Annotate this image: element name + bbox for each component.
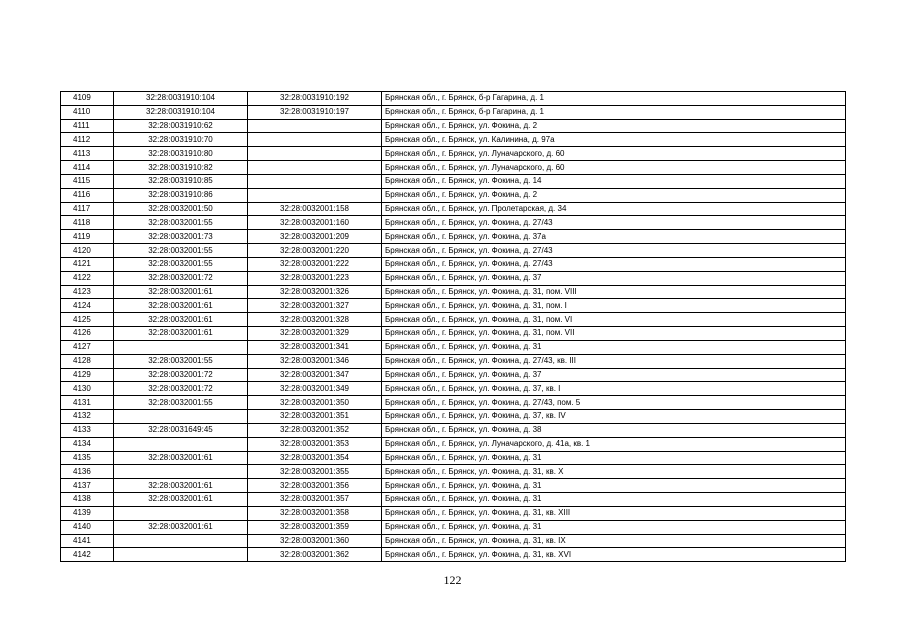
row-number-cell: 4126 xyxy=(61,327,114,341)
row-number-cell: 4125 xyxy=(61,313,114,327)
table-row xyxy=(61,285,846,299)
cadastral-number-cell: 32:28:0032001:352 xyxy=(248,423,382,437)
address-cell: Брянская обл., г. Брянск, ул. Фокина, д. 31 xyxy=(382,451,846,465)
row-number-cell: 4130 xyxy=(61,382,114,396)
parent-cadastral-number-cell: 32:28:0032001:61 xyxy=(114,479,248,493)
row-number-cell: 4123 xyxy=(61,285,114,299)
row-number-cell: 4109 xyxy=(61,92,114,106)
row-number-cell: 4114 xyxy=(61,161,114,175)
parent-cadastral-number-cell: 32:28:0032001:55 xyxy=(114,257,248,271)
parent-cadastral-number-cell xyxy=(114,437,248,451)
row-number-cell: 4128 xyxy=(61,354,114,368)
table-row xyxy=(61,133,846,147)
parent-cadastral-number-cell: 32:28:0032001:61 xyxy=(114,313,248,327)
table-row xyxy=(61,368,846,382)
address-cell: Брянская обл., г. Брянск, ул. Фокина, д. 31, пом. I xyxy=(382,299,846,313)
parent-cadastral-number-cell: 32:28:0032001:72 xyxy=(114,368,248,382)
table-row xyxy=(61,465,846,479)
address-cell: Брянская обл., г. Брянск, ул. Фокина, д. 27/43 xyxy=(382,244,846,258)
table-row xyxy=(61,437,846,451)
row-number-cell: 4117 xyxy=(61,202,114,216)
cadastral-table xyxy=(60,91,846,562)
parent-cadastral-number-cell: 32:28:0031649:45 xyxy=(114,423,248,437)
table-row xyxy=(61,244,846,258)
table-row xyxy=(61,493,846,507)
cadastral-number-cell: 32:28:0032001:346 xyxy=(248,354,382,368)
cadastral-number-cell xyxy=(248,174,382,188)
cadastral-number-cell: 32:28:0032001:359 xyxy=(248,520,382,534)
address-cell: Брянская обл., г. Брянск, ул. Фокина, д. 27/43, кв. III xyxy=(382,354,846,368)
cadastral-number-cell: 32:28:0032001:353 xyxy=(248,437,382,451)
parent-cadastral-number-cell: 32:28:0031910:70 xyxy=(114,133,248,147)
table-row xyxy=(61,548,846,562)
cadastral-number-cell: 32:28:0032001:326 xyxy=(248,285,382,299)
row-number-cell: 4136 xyxy=(61,465,114,479)
parent-cadastral-number-cell: 32:28:0031910:85 xyxy=(114,174,248,188)
parent-cadastral-number-cell: 32:28:0032001:61 xyxy=(114,451,248,465)
row-number-cell: 4140 xyxy=(61,520,114,534)
address-cell: Брянская обл., г. Брянск, ул. Калинина, д. 97а xyxy=(382,133,846,147)
row-number-cell: 4119 xyxy=(61,230,114,244)
table-row xyxy=(61,271,846,285)
address-cell: Брянская обл., г. Брянск, ул. Фокина, д. 31, кв. X xyxy=(382,465,846,479)
parent-cadastral-number-cell: 32:28:0032001:55 xyxy=(114,216,248,230)
address-cell: Брянская обл., г. Брянск, ул. Фокина, д. 38 xyxy=(382,423,846,437)
cadastral-number-cell: 32:28:0032001:360 xyxy=(248,534,382,548)
table-row xyxy=(61,174,846,188)
address-cell: Брянская обл., г. Брянск, ул. Луначарского, д. 60 xyxy=(382,161,846,175)
table-row xyxy=(61,119,846,133)
address-cell: Брянская обл., г. Брянск, ул. Фокина, д. 31, пом. VII xyxy=(382,327,846,341)
address-cell: Брянская обл., г. Брянск, б-р Гагарина, д. 1 xyxy=(382,105,846,119)
parent-cadastral-number-cell xyxy=(114,410,248,424)
row-number-cell: 4122 xyxy=(61,271,114,285)
table-row xyxy=(61,354,846,368)
cadastral-number-cell xyxy=(248,119,382,133)
cadastral-number-cell: 32:28:0032001:220 xyxy=(248,244,382,258)
cadastral-number-cell: 32:28:0032001:347 xyxy=(248,368,382,382)
row-number-cell: 4120 xyxy=(61,244,114,258)
table-row xyxy=(61,520,846,534)
table-row xyxy=(61,451,846,465)
table-row xyxy=(61,396,846,410)
parent-cadastral-number-cell: 32:28:0031910:62 xyxy=(114,119,248,133)
cadastral-number-cell: 32:28:0032001:355 xyxy=(248,465,382,479)
address-cell: Брянская обл., г. Брянск, ул. Фокина, д. 2 xyxy=(382,188,846,202)
table-row xyxy=(61,257,846,271)
parent-cadastral-number-cell: 32:28:0032001:72 xyxy=(114,382,248,396)
cadastral-number-cell: 32:28:0032001:354 xyxy=(248,451,382,465)
address-cell: Брянская обл., г. Брянск, б-р Гагарина, д. 1 xyxy=(382,92,846,106)
address-cell: Брянская обл., г. Брянск, ул. Фокина, д. 27/43, пом. 5 xyxy=(382,396,846,410)
table-row xyxy=(61,299,846,313)
cadastral-number-cell: 32:28:0032001:362 xyxy=(248,548,382,562)
row-number-cell: 4131 xyxy=(61,396,114,410)
parent-cadastral-number-cell: 32:28:0032001:61 xyxy=(114,299,248,313)
row-number-cell: 4121 xyxy=(61,257,114,271)
cadastral-number-cell: 32:28:0032001:329 xyxy=(248,327,382,341)
cadastral-number-cell: 32:28:0032001:356 xyxy=(248,479,382,493)
address-cell: Брянская обл., г. Брянск, ул. Фокина, д. 31, кв. XIII xyxy=(382,506,846,520)
parent-cadastral-number-cell xyxy=(114,340,248,354)
cadastral-number-cell xyxy=(248,133,382,147)
row-number-cell: 4139 xyxy=(61,506,114,520)
row-number-cell: 4132 xyxy=(61,410,114,424)
parent-cadastral-number-cell: 32:28:0032001:61 xyxy=(114,520,248,534)
row-number-cell: 4115 xyxy=(61,174,114,188)
cadastral-number-cell: 32:28:0032001:358 xyxy=(248,506,382,520)
parent-cadastral-number-cell: 32:28:0032001:72 xyxy=(114,271,248,285)
address-cell: Брянская обл., г. Брянск, ул. Фокина, д. 31, пом. VIII xyxy=(382,285,846,299)
parent-cadastral-number-cell: 32:28:0031910:82 xyxy=(114,161,248,175)
table-row xyxy=(61,216,846,230)
row-number-cell: 4127 xyxy=(61,340,114,354)
cadastral-number-cell xyxy=(248,188,382,202)
parent-cadastral-number-cell xyxy=(114,465,248,479)
parent-cadastral-number-cell: 32:28:0031910:104 xyxy=(114,92,248,106)
cadastral-number-cell xyxy=(248,161,382,175)
address-cell: Брянская обл., г. Брянск, ул. Фокина, д. 31 xyxy=(382,493,846,507)
address-cell: Брянская обл., г. Брянск, ул. Фокина, д. 37, кв. I xyxy=(382,382,846,396)
address-cell: Брянская обл., г. Брянск, ул. Фокина, д. 31, кв. IX xyxy=(382,534,846,548)
table-row xyxy=(61,313,846,327)
table-row xyxy=(61,534,846,548)
parent-cadastral-number-cell xyxy=(114,548,248,562)
parent-cadastral-number-cell: 32:28:0032001:61 xyxy=(114,327,248,341)
table-row xyxy=(61,161,846,175)
parent-cadastral-number-cell xyxy=(114,506,248,520)
table-row xyxy=(61,410,846,424)
address-cell: Брянская обл., г. Брянск, ул. Фокина, д. 31 xyxy=(382,520,846,534)
table-row xyxy=(61,92,846,106)
parent-cadastral-number-cell: 32:28:0031910:86 xyxy=(114,188,248,202)
table-row xyxy=(61,202,846,216)
table-row xyxy=(61,147,846,161)
parent-cadastral-number-cell: 32:28:0032001:73 xyxy=(114,230,248,244)
address-cell: Брянская обл., г. Брянск, ул. Фокина, д. 14 xyxy=(382,174,846,188)
table-row xyxy=(61,188,846,202)
cadastral-number-cell: 32:28:0031910:192 xyxy=(248,92,382,106)
row-number-cell: 4113 xyxy=(61,147,114,161)
address-cell: Брянская обл., г. Брянск, ул. Фокина, д. 27/43 xyxy=(382,257,846,271)
parent-cadastral-number-cell: 32:28:0032001:55 xyxy=(114,244,248,258)
row-number-cell: 4133 xyxy=(61,423,114,437)
cadastral-number-cell: 32:28:0032001:349 xyxy=(248,382,382,396)
address-cell: Брянская обл., г. Брянск, ул. Пролетарская, д. 34 xyxy=(382,202,846,216)
table-row xyxy=(61,382,846,396)
table-row xyxy=(61,105,846,119)
address-cell: Брянская обл., г. Брянск, ул. Фокина, д. 27/43 xyxy=(382,216,846,230)
row-number-cell: 4116 xyxy=(61,188,114,202)
cadastral-number-cell: 32:28:0032001:341 xyxy=(248,340,382,354)
table-row xyxy=(61,327,846,341)
parent-cadastral-number-cell: 32:28:0031910:104 xyxy=(114,105,248,119)
cadastral-number-cell: 32:28:0032001:222 xyxy=(248,257,382,271)
table-row xyxy=(61,479,846,493)
address-cell: Брянская обл., г. Брянск, ул. Фокина, д. 37, кв. IV xyxy=(382,410,846,424)
cadastral-table-body xyxy=(61,92,846,562)
row-number-cell: 4138 xyxy=(61,493,114,507)
address-cell: Брянская обл., г. Брянск, ул. Фокина, д. 37а xyxy=(382,230,846,244)
row-number-cell: 4137 xyxy=(61,479,114,493)
cadastral-number-cell: 32:28:0032001:350 xyxy=(248,396,382,410)
cadastral-number-cell: 32:28:0032001:327 xyxy=(248,299,382,313)
parent-cadastral-number-cell: 32:28:0032001:61 xyxy=(114,493,248,507)
cadastral-number-cell: 32:28:0032001:160 xyxy=(248,216,382,230)
cadastral-number-cell: 32:28:0032001:351 xyxy=(248,410,382,424)
address-cell: Брянская обл., г. Брянск, ул. Луначарского, д. 41а, кв. 1 xyxy=(382,437,846,451)
cadastral-number-cell: 32:28:0032001:357 xyxy=(248,493,382,507)
page-number: 122 xyxy=(443,573,462,587)
table-row xyxy=(61,506,846,520)
row-number-cell: 4118 xyxy=(61,216,114,230)
address-cell: Брянская обл., г. Брянск, ул. Фокина, д. 31 xyxy=(382,479,846,493)
parent-cadastral-number-cell: 32:28:0031910:80 xyxy=(114,147,248,161)
row-number-cell: 4141 xyxy=(61,534,114,548)
parent-cadastral-number-cell: 32:28:0032001:55 xyxy=(114,396,248,410)
cadastral-number-cell xyxy=(248,147,382,161)
table-row xyxy=(61,340,846,354)
parent-cadastral-number-cell: 32:28:0032001:55 xyxy=(114,354,248,368)
address-cell: Брянская обл., г. Брянск, ул. Фокина, д. 31, пом. VI xyxy=(382,313,846,327)
row-number-cell: 4112 xyxy=(61,133,114,147)
cadastral-number-cell: 32:28:0032001:328 xyxy=(248,313,382,327)
cadastral-number-cell: 32:28:0032001:223 xyxy=(248,271,382,285)
parent-cadastral-number-cell: 32:28:0032001:50 xyxy=(114,202,248,216)
address-cell: Брянская обл., г. Брянск, ул. Луначарского, д. 60 xyxy=(382,147,846,161)
cadastral-number-cell: 32:28:0031910:197 xyxy=(248,105,382,119)
parent-cadastral-number-cell: 32:28:0032001:61 xyxy=(114,285,248,299)
row-number-cell: 4135 xyxy=(61,451,114,465)
address-cell: Брянская обл., г. Брянск, ул. Фокина, д. 2 xyxy=(382,119,846,133)
table-row xyxy=(61,230,846,244)
table-row xyxy=(61,423,846,437)
row-number-cell: 4134 xyxy=(61,437,114,451)
address-cell: Брянская обл., г. Брянск, ул. Фокина, д. 31, кв. XVI xyxy=(382,548,846,562)
address-cell: Брянская обл., г. Брянск, ул. Фокина, д. 31 xyxy=(382,340,846,354)
row-number-cell: 4142 xyxy=(61,548,114,562)
row-number-cell: 4111 xyxy=(61,119,114,133)
row-number-cell: 4129 xyxy=(61,368,114,382)
address-cell: Брянская обл., г. Брянск, ул. Фокина, д. 37 xyxy=(382,271,846,285)
address-cell: Брянская обл., г. Брянск, ул. Фокина, д. 37 xyxy=(382,368,846,382)
cadastral-number-cell: 32:28:0032001:158 xyxy=(248,202,382,216)
row-number-cell: 4124 xyxy=(61,299,114,313)
cadastral-number-cell: 32:28:0032001:209 xyxy=(248,230,382,244)
parent-cadastral-number-cell xyxy=(114,534,248,548)
row-number-cell: 4110 xyxy=(61,105,114,119)
